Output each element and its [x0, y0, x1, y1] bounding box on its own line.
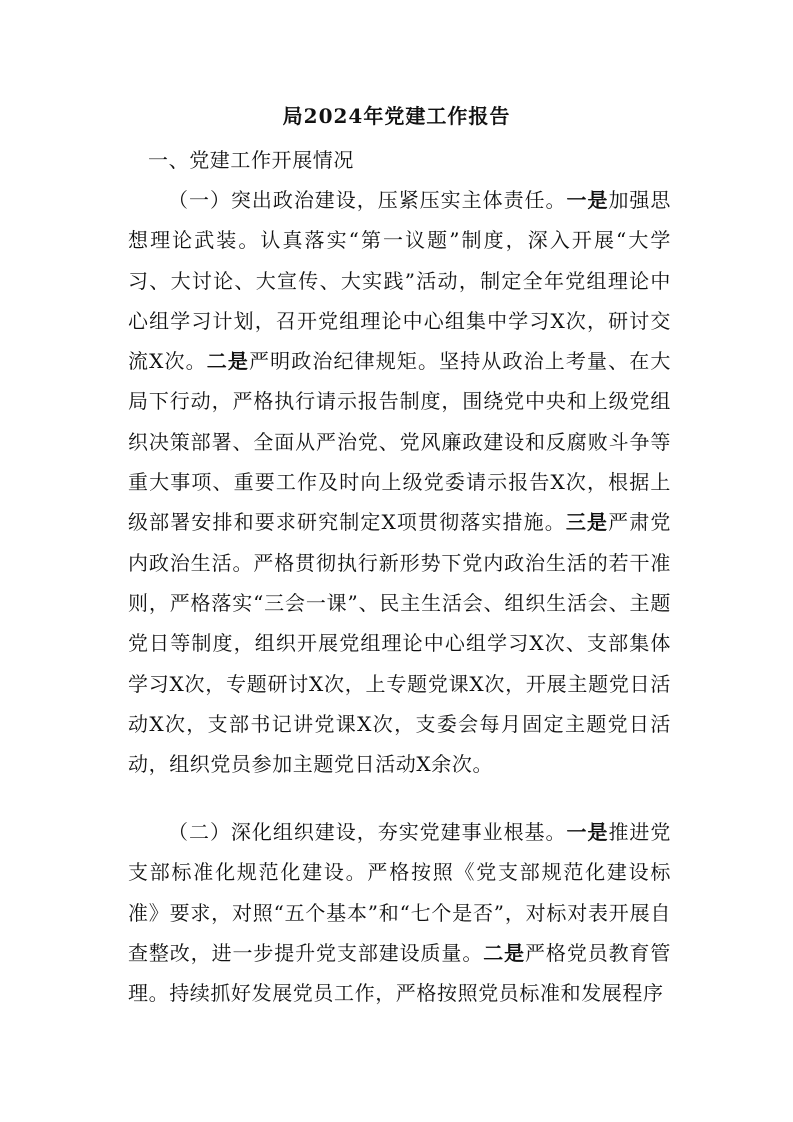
point-text-3: 严肃党内政治生活。严格贯彻执行新形势下党内政治生活的若干准则，严格落实“三会一课”、民主生活会、组织生活会、主题党日等制度，组织开展党组理论中心组学习X次、支部集体学习X次，专题研讨X次，上专题党课X次，开展主题党日活动X次，支部书记讲党课X次，支委会每月固定主题党日活动，组织党员参加主题党日活动X余次。	[128, 510, 672, 777]
document-title: 局2024年党建工作报告	[282, 104, 511, 128]
point-label-2: 二是	[483, 940, 526, 965]
paragraph-organization-building	[128, 812, 671, 1013]
point-label-1: 一是	[566, 820, 609, 844]
paragraph-intro: （二）深化组织建设，夯实党建事业根基。	[168, 820, 567, 844]
point-text-2: 严明政治纪律规矩。坚持从政治上考量、在大局下行动，严格执行请示报告制度，围绕党中央和上级党组织决策部署、全面从严治党、党风廉政建设和反腐败斗争等重大事项、重要工作及时向上级党委请示报告X次，根据上级部署安排和要求研究制定X项贯彻落实措施。	[128, 349, 672, 535]
paragraph-intro: （一）突出政治建设，压紧压实主体责任。	[168, 188, 567, 212]
point-text-2: 严格党员教育管理。持续抓好发展党员工作，严格按照党员标准和发展程序	[128, 940, 672, 1006]
point-label-2: 二是	[206, 349, 250, 374]
point-label-1: 一是	[566, 188, 609, 212]
point-label-3: 三是	[565, 510, 609, 535]
paragraph-political-building	[128, 180, 671, 784]
point-text-1: 加强思想理论武装。认真落实“第一议题”制度，深入开展“大学习、大讨论、大宣传、大实践”活动，制定全年党组理论中心组学习计划，召开党组理论中心组集中学习X次，研讨交流X次。	[128, 188, 671, 374]
section-heading: 一、党建工作开展情况	[148, 148, 354, 172]
point-text-1: 推进党支部标准化规范化建设。严格按照《党支部规范化建设标准》要求，对照“五个基本”和“七个是否”，对标对表开展自查整改，进一步提升党支部建设质量。	[128, 820, 671, 965]
